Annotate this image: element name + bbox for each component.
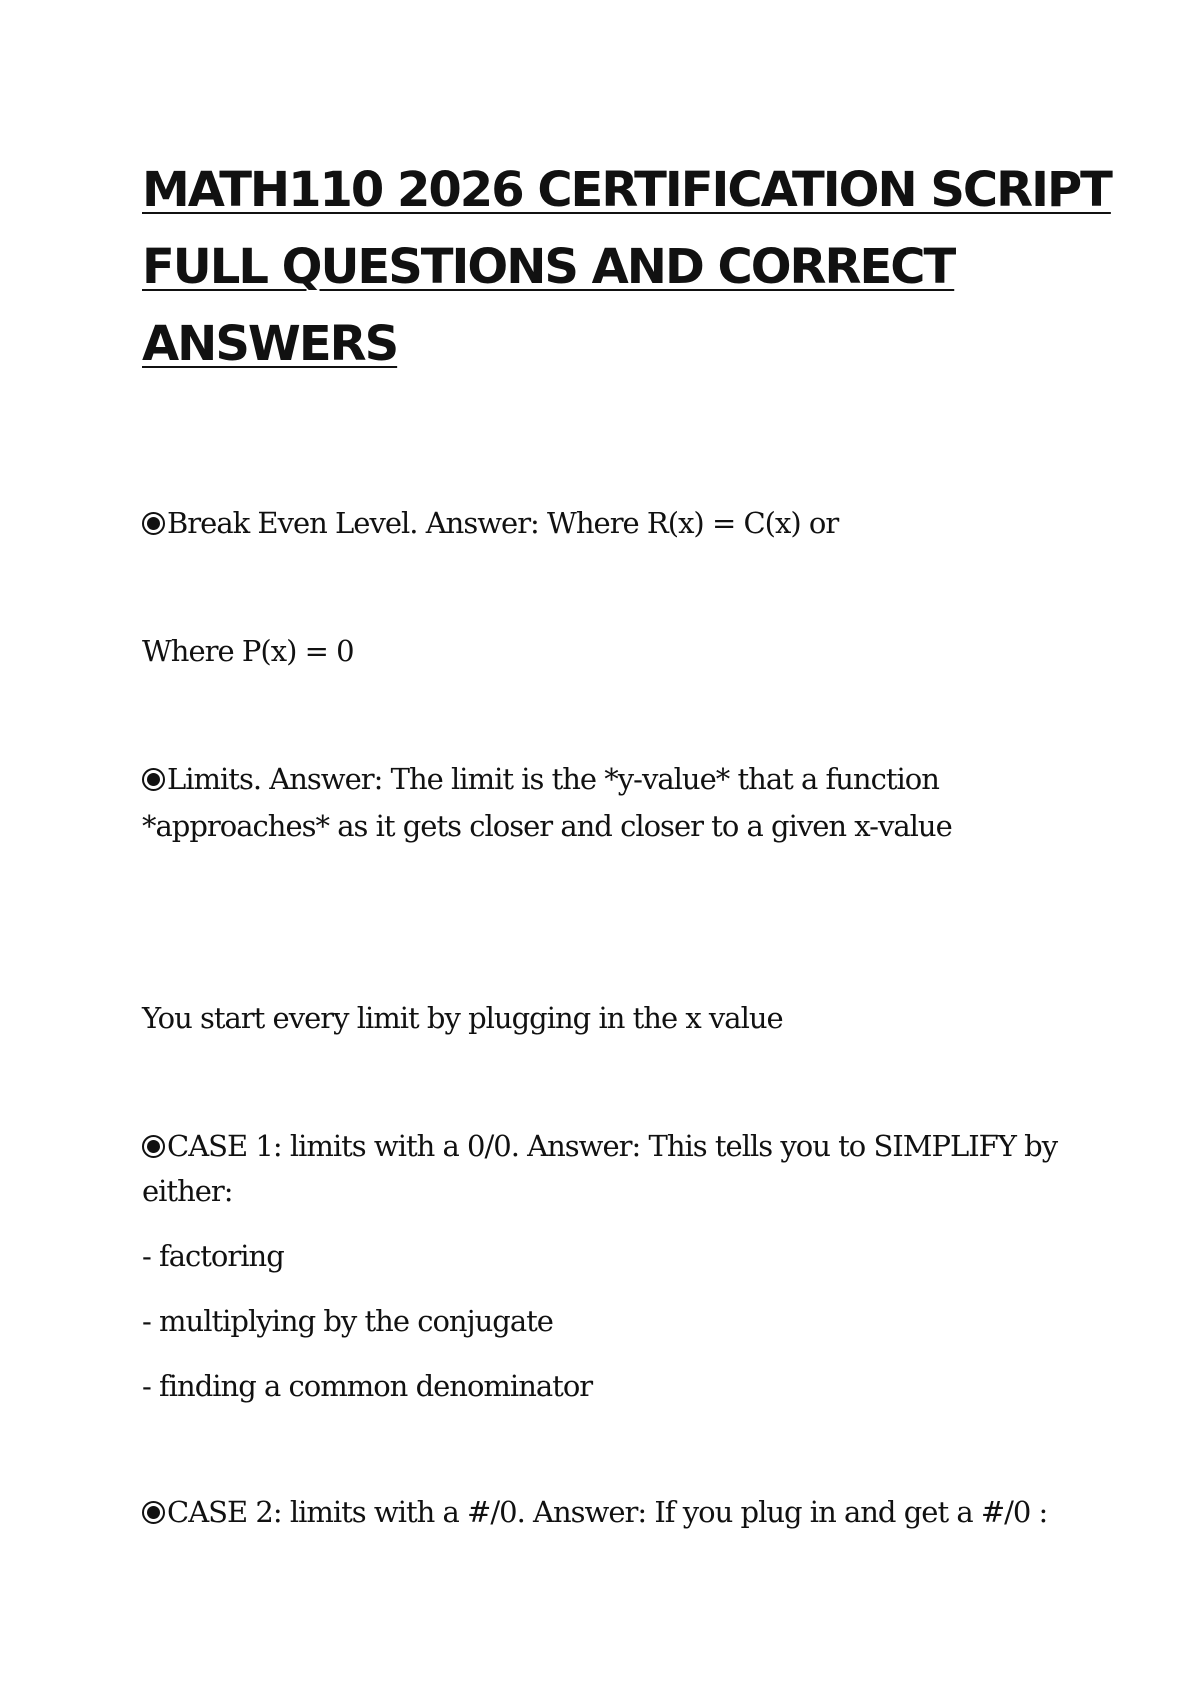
title-line: ANSWERS	[142, 316, 398, 372]
list-item: - multiplying by the conjugate	[142, 1304, 553, 1338]
qa-case-1	[142, 1123, 1057, 1169]
radio-bullet-icon	[142, 1501, 165, 1524]
question-text: Break Even Level. Answer: Where R(x) = C(x) or	[167, 506, 839, 540]
answer-continuation: Where P(x) = 0	[142, 634, 354, 668]
list-item: - finding a common denominator	[142, 1369, 593, 1403]
qa-case-2	[142, 1489, 1047, 1535]
answer-continuation: *approaches* as it gets closer and closer to a given x-value	[142, 809, 952, 843]
list-item: - factoring	[142, 1239, 284, 1273]
answer-continuation: either:	[142, 1174, 233, 1208]
radio-bullet-icon	[142, 512, 165, 535]
qa-break-even	[142, 500, 838, 546]
question-text: CASE 2: limits with a #/0. Answer: If you plug in and get a #/0 :	[167, 1495, 1048, 1529]
document-title	[142, 152, 1111, 383]
radio-bullet-icon	[142, 1135, 165, 1158]
title-line: MATH110 2026 CERTIFICATION SCRIPT	[142, 162, 1111, 218]
qa-limits	[142, 756, 939, 802]
answer-continuation: You start every limit by plugging in the x value	[142, 1001, 783, 1035]
title-line: FULL QUESTIONS AND CORRECT	[142, 239, 955, 295]
question-text: CASE 1: limits with a 0/0. Answer: This tells you to SIMPLIFY by	[167, 1129, 1058, 1163]
question-text: Limits. Answer: The limit is the *y-value* that a function	[167, 762, 939, 796]
radio-bullet-icon	[142, 768, 165, 791]
